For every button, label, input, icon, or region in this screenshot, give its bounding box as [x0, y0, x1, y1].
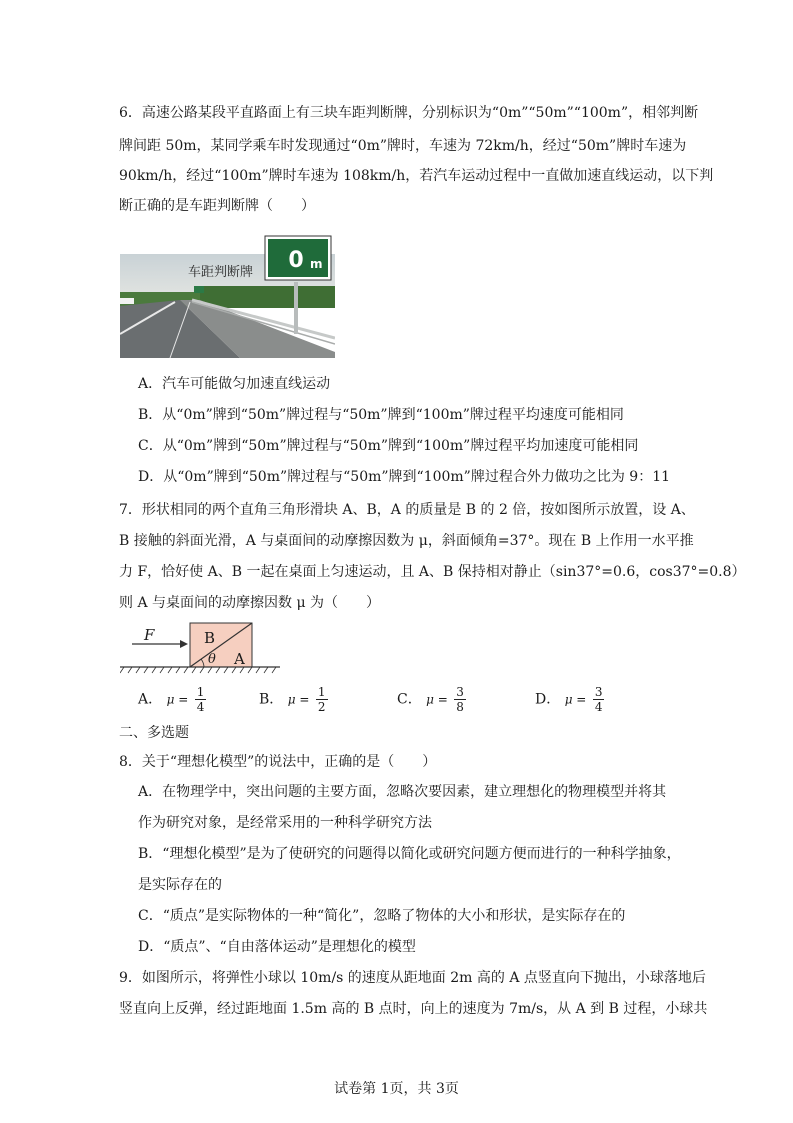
- sign-value: 0: [288, 248, 304, 273]
- q6-option-a: A．汽车可能做匀加速直线运动: [138, 376, 331, 392]
- block-b-label: B: [204, 629, 216, 647]
- q7-option-d: [535, 685, 604, 714]
- q8-option-a-line-2: 作为研究对象，是经常采用的一种科学研究方法: [138, 815, 432, 831]
- q7-line-1: 7．形状相同的两个直角三角形滑块 A、B，A 的质量是 B 的 2 倍，按如图所示放置，设 A、: [119, 502, 695, 518]
- road-sign-photo: [120, 234, 335, 358]
- option-letter: C．: [397, 691, 422, 708]
- mu-symbol: μ =: [426, 692, 448, 707]
- q6-option-c: C．从“0m”牌到“50m”牌过程与“50m”牌到“100m”牌过程平均加速度可能相同: [138, 438, 639, 454]
- q7-option-c: [397, 685, 466, 714]
- q7-option-b: [259, 685, 328, 714]
- incline-blocks-figure: [120, 620, 280, 675]
- numerator: 1: [196, 685, 205, 699]
- denominator: 4: [196, 700, 205, 714]
- q7-line-4: 则 A 与桌面间的动摩擦因数 μ 为（ ）: [119, 595, 381, 611]
- sign-unit: m: [310, 257, 323, 271]
- section-heading-multi-choice: 二、多选题: [119, 725, 189, 741]
- q8-option-d: D．“质点”、“自由落体运动”是理想化的模型: [138, 939, 416, 955]
- q7-line-2: B 接触的斜面光滑，A 与桌面间的动摩擦因数为 μ，斜面倾角=37°。现在 B 上作用一水平推: [119, 533, 694, 549]
- numerator: 3: [594, 685, 603, 699]
- blocks-diagram: [120, 620, 280, 675]
- road-sign-illustration: [120, 234, 335, 358]
- fraction: [195, 685, 207, 714]
- q8-option-c: C．“质点”是实际物体的一种“简化”，忽略了物体的大小和形状，是实际存在的: [138, 908, 626, 924]
- q6-line-3: 90km/h，经过“100m”牌时车速为 108km/h，若汽车运动过程中一直做加速直线运动，以下判: [119, 168, 714, 184]
- numerator: 1: [317, 685, 326, 699]
- q9-line-2: 竖直向上反弹，经过距地面 1.5m 高的 B 点时，向上的速度为 7m/s，从 A 到 B 过程，小球共: [119, 1001, 708, 1017]
- angle-label: θ: [208, 652, 216, 667]
- fraction: [593, 685, 605, 714]
- fraction: [454, 685, 466, 714]
- denominator: 2: [317, 700, 326, 714]
- q6-line-1: 6．高速公路某段平直路面上有三块车距判断牌，分别标识为“0m”“50m”“100m”，相邻判断: [119, 105, 699, 121]
- q9-line-1: 9．如图所示，将弹性小球以 10m/s 的速度从距地面 2m 高的 A 点竖直向下抛出，小球落地后: [119, 970, 706, 986]
- option-letter: B．: [259, 691, 284, 708]
- q8-stem: 8．关于“理想化模型”的说法中，正确的是（ ）: [119, 754, 437, 770]
- q6-line-2: 牌间距 50m，某同学乘车时发现通过“0m”牌时，车速为 72km/h，经过“50m”牌时车速为: [119, 138, 687, 154]
- mu-symbol: μ =: [564, 692, 587, 707]
- ground-hatching: [120, 667, 276, 673]
- arrow-head-icon: [180, 640, 188, 648]
- mu-symbol: μ =: [287, 692, 310, 707]
- q6-line-4: 断正确的是车距判断牌（ ）: [119, 198, 315, 214]
- q8-option-b-line-1: B．“理想化模型”是为了使研究的问题得以简化或研究问题方便而进行的一种科学抽象，: [138, 846, 681, 862]
- denominator: 4: [594, 700, 603, 714]
- q7-line-3: 力 F，恰好使 A、B 一起在桌面上匀速运动，且 A、B 保持相对静止（sin37°=0.6，cos37°=0.8）: [119, 564, 746, 580]
- numerator: 3: [456, 685, 464, 699]
- photo-caption: 车距判断牌: [188, 265, 254, 280]
- fraction: [316, 685, 328, 714]
- option-letter: A．: [138, 691, 163, 708]
- option-letter: D．: [535, 691, 561, 708]
- page-footer: 试卷第 1页，共 3页: [334, 1081, 459, 1097]
- block-a-label: A: [234, 650, 245, 668]
- force-label: F: [144, 626, 155, 644]
- q7-option-a: [138, 685, 206, 714]
- q8-option-a-line-1: A．在物理学中，突出问题的主要方面，忽略次要因素，建立理想化的物理模型并将其: [138, 784, 667, 800]
- q8-option-b-line-2: 是实际存在的: [138, 877, 222, 893]
- q6-option-b: B．从“0m”牌到“50m”牌过程与“50m”牌到“100m”牌过程平均速度可能相同: [138, 407, 624, 423]
- q6-option-d: D．从“0m”牌到“50m”牌过程与“50m”牌到“100m”牌过程合外力做功之比为 9：11: [138, 469, 671, 485]
- mu-symbol: μ =: [166, 692, 189, 707]
- denominator: 8: [456, 700, 464, 714]
